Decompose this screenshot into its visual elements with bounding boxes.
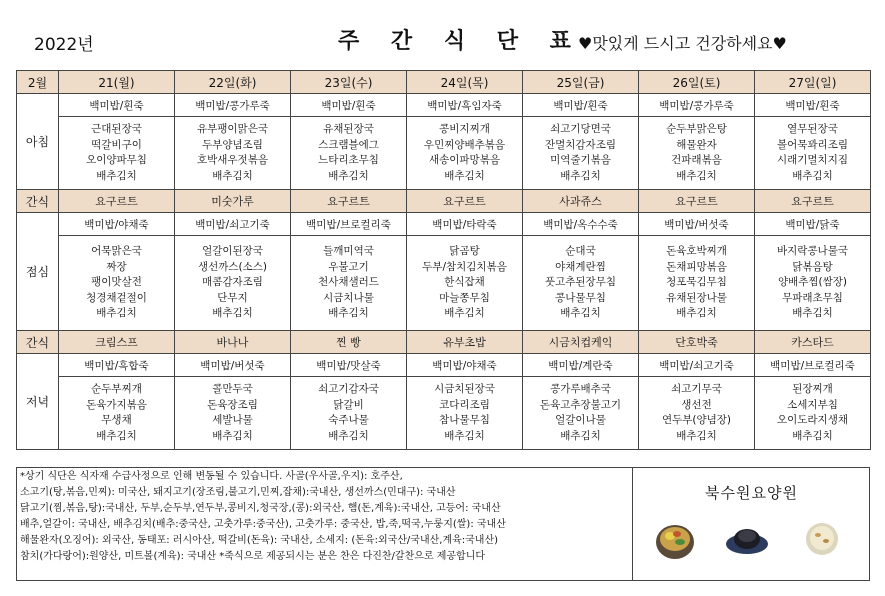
lunch-row [17, 213, 871, 236]
black-rice-dish-icon [726, 529, 768, 554]
bibimbap-bowl-icon [656, 525, 694, 559]
dish-list-cell [755, 236, 871, 331]
dish-item: 무파래초무침 [782, 291, 843, 304]
dish-item: 천사채샐러드 [318, 276, 379, 289]
snack-cell: 크림스프 [59, 331, 175, 354]
dish-item: 볼어묵꽈리조림 [776, 138, 848, 151]
dish-item: 무생채 [101, 414, 132, 426]
origin-note-line: 해물완자(오징어): 외국산, 동태포: 러시아산, 떡갈비(돈육): 국내산, 소세지: (돈육:외국산/국내산,계육:국내산) [20, 535, 499, 546]
dish-item: 얼갈이나물 [555, 414, 606, 426]
dish-item: 배추김치 [212, 429, 253, 442]
dish-list-cell [175, 377, 291, 450]
dish-item: 풋고추된장무침 [544, 276, 616, 289]
dish-item: 돈육고추장불고기 [539, 398, 622, 411]
facility-name: 북수원요양원 [705, 484, 798, 502]
snack_pm-label: 간식 [17, 331, 59, 354]
dish-item: 배추김치 [328, 307, 369, 320]
day-header: 22일(화) [175, 71, 291, 94]
dish-item: 생선까스(소스) [197, 260, 268, 273]
dish-item: 단무지 [217, 291, 248, 304]
dish-item: 배추김치 [792, 307, 833, 320]
snack-cell: 바나나 [175, 331, 291, 354]
snack_am-label: 간식 [17, 190, 59, 213]
dish-list-cell [755, 117, 871, 190]
dish-item: 떡갈비구이 [91, 138, 142, 151]
dish-list-cell [59, 117, 175, 190]
day-header: 26일(토) [639, 71, 755, 94]
dish-item: 콩가루배추국 [550, 383, 611, 395]
dish-item: 시래기멸치지짐 [776, 154, 848, 166]
dish-item: 콜만두국 [212, 383, 253, 395]
day-header: 24일(목) [407, 71, 523, 94]
dish-list-cell [291, 117, 407, 190]
dish-list-cell [523, 236, 639, 331]
rice-porridge-cell: 백미밥/흰죽 [59, 94, 175, 117]
snack-cell: 요구르트 [639, 190, 755, 213]
dish-item: 유채된장국 [323, 123, 374, 135]
dinner-label: 저녁 [17, 354, 59, 450]
dish-item: 새송이파망볶음 [428, 154, 500, 166]
snack-cell: 찐 빵 [291, 331, 407, 354]
dish-item: 해물완자 [676, 138, 717, 151]
dish-item: 어묵맑은국 [91, 245, 142, 258]
rice-porridge-cell: 백미밥/흰죽 [291, 94, 407, 117]
dish-item: 배추김치 [96, 169, 137, 182]
snack-cell: 시금치컵케익 [523, 331, 639, 354]
dish-item: 쇠고기당면국 [550, 123, 611, 135]
dish-item: 청포묵김무침 [666, 276, 727, 289]
dish-item: 코다리조림 [439, 398, 490, 411]
origin-notes [17, 468, 633, 580]
dish-item: 매콤감자조림 [202, 276, 263, 289]
brand-panel [634, 468, 869, 580]
dish-item: 숙주나물 [328, 414, 369, 426]
dish-item: 근대된장국 [91, 123, 142, 135]
dish-item: 소세지부침 [787, 398, 838, 411]
rice-porridge-cell: 백미밥/야채죽 [407, 354, 523, 377]
rice-porridge-bowl-icon [806, 523, 838, 555]
dish-list-cell [175, 117, 291, 190]
menu-title: 주 간 식 단 표 [338, 29, 583, 54]
snack-cell: 사과쥬스 [523, 190, 639, 213]
dish-item: 마늘쫑무침 [439, 291, 490, 304]
snack-cell: 요구르트 [59, 190, 175, 213]
dish-item: 콩비지찌개 [439, 123, 490, 135]
dish-item: 짜장 [106, 260, 127, 273]
dish-item: 배추김치 [444, 169, 485, 182]
dish-item: 두부양념조림 [202, 138, 263, 151]
origin-note-line: 소고기(탕,볶음,민찌): 미국산, 돼지고기(장조림,불고기,민찌,잡채):국내산, 생선까스(민대구): 국내산 [20, 487, 456, 498]
dish-item: 스크램블에그 [318, 138, 379, 151]
rice-porridge-cell: 백미밥/쇠고기죽 [639, 354, 755, 377]
dish-item: 호박새우젓볶음 [196, 154, 268, 166]
dish-item: 배추김치 [560, 307, 601, 320]
dish-item: 우민찌양배추볶음 [423, 138, 506, 151]
dish-list-cell [407, 117, 523, 190]
dish-item: 시금치나물 [323, 291, 374, 304]
day-header: 27일(일) [755, 71, 871, 94]
snack-cell: 미숫가루 [175, 190, 291, 213]
rice-porridge-cell: 백미밥/흰죽 [755, 94, 871, 117]
dish-item: 얼갈이된장국 [202, 245, 263, 258]
dish-item: 순두부찌개 [91, 383, 142, 395]
dish-item: 잔멸치감자조림 [544, 138, 616, 151]
origin-note-line: 닭고기(찜,볶음,탕):국내산, 두부,순두부,연두부,콩비지,청국장,(콩):외국산, 햄(돈,계육):국내산, 고등어: 국내산 [20, 503, 501, 514]
month-cell: 2월 [17, 71, 59, 94]
dish-item: 배추김치 [96, 307, 137, 320]
dish-list-cell [291, 377, 407, 450]
dish-item: 배추김치 [560, 169, 601, 182]
origin-note-line: 배추,얼갈이: 국내산, 배추김치(배추:중국산, 고춧가루:중국산), 고춧가루: 중국산, 밥,죽,떡국,누룽지(쌀): 국내산 [20, 519, 506, 530]
dish-item: 배추김치 [676, 429, 717, 442]
rice-porridge-cell: 백미밥/브로컬리죽 [755, 354, 871, 377]
dish-item: 배추김치 [792, 429, 833, 442]
dinner-row [17, 354, 871, 377]
dish-item: 닭갈비 [333, 398, 364, 411]
snack-cell: 요구르트 [407, 190, 523, 213]
dish-item: 생선전 [681, 398, 712, 411]
day-header-row [17, 71, 871, 94]
dish-item: 건파래볶음 [671, 154, 722, 166]
snack-cell: 요구르트 [755, 190, 871, 213]
dish-list-cell [639, 117, 755, 190]
dish-item: 야채계란찜 [555, 260, 606, 273]
dish-item: 돈육장조림 [207, 398, 258, 411]
rice-porridge-cell: 백미밥/버섯죽 [639, 213, 755, 236]
dish-item: 팽이맛살전 [91, 276, 142, 289]
dish-item: 배추김치 [676, 307, 717, 320]
dish-item: 양배추찜(쌈장) [777, 276, 848, 289]
dish-list-cell [407, 377, 523, 450]
dish-list-cell [755, 377, 871, 450]
rice-porridge-cell: 백미밥/닭죽 [755, 213, 871, 236]
dish-item: 두부/참치김치볶음 [422, 260, 507, 273]
lunch-label: 점심 [17, 213, 59, 331]
dish-list-cell [523, 117, 639, 190]
dish-item: 배추김치 [328, 169, 369, 182]
dish-item: 세발나물 [212, 414, 253, 426]
rice-porridge-cell: 백미밥/맛살죽 [291, 354, 407, 377]
footer-box [16, 467, 870, 581]
rice-porridge-cell: 백미밥/쇠고기죽 [175, 213, 291, 236]
breakfast-dishes-row [17, 117, 871, 190]
snack-cell: 요구르트 [291, 190, 407, 213]
origin-note-line: *상기 식단은 식자재 수급사정으로 인해 변동될 수 있습니다. 사골(우사골,우지): 호주산, [20, 471, 403, 482]
dish-list-cell [407, 236, 523, 331]
dish-item: 돈육가지볶음 [86, 398, 147, 411]
breakfast-label: 아침 [17, 94, 59, 190]
dish-item: 참나물무침 [439, 414, 490, 426]
dish-item: 돈채피망볶음 [666, 260, 727, 273]
dish-item: 한식잡채 [444, 276, 485, 289]
dish-item: 된장찌개 [792, 383, 833, 395]
snack_pm-row [17, 331, 871, 354]
rice-porridge-cell: 백미밥/콩가루죽 [639, 94, 755, 117]
rice-porridge-cell: 백미밥/흑합죽 [59, 354, 175, 377]
menu-header-year: 2022년 [34, 35, 94, 55]
dish-item: 오이도라지생채 [776, 414, 848, 426]
menu-motto: ♥맛있게 드시고 건강하세요♥ [578, 34, 787, 53]
snack-cell: 카스타드 [755, 331, 871, 354]
dish-item: 순대국 [565, 245, 596, 258]
dish-item: 돈육호박찌개 [666, 245, 727, 258]
dish-list-cell [639, 236, 755, 331]
dish-item: 배추김치 [444, 429, 485, 442]
dish-item: 쇠고기감자국 [318, 383, 379, 395]
dish-item: 미역줄기볶음 [550, 154, 611, 166]
dish-item: 쇠고기무국 [671, 383, 722, 395]
rice-porridge-cell: 백미밥/흑임자죽 [407, 94, 523, 117]
origin-note-line: 참치(가다랑어):원양산, 미트볼(계육): 국내산 *죽식으로 제공되시는 분은 찬은 다진찬/갈찬으로 제공합니다 [20, 551, 486, 562]
dish-item: 배추김치 [328, 429, 369, 442]
dish-item: 유부팽이맑은국 [196, 123, 268, 135]
dish-item: 콩나물무침 [555, 291, 606, 304]
breakfast-row [17, 94, 871, 117]
rice-porridge-cell: 백미밥/흰죽 [523, 94, 639, 117]
day-header: 23일(수) [291, 71, 407, 94]
day-header: 25일(금) [523, 71, 639, 94]
dish-item: 시금치된장국 [434, 383, 495, 395]
food-illustrations [634, 468, 869, 580]
rice-porridge-cell: 백미밥/옥수수죽 [523, 213, 639, 236]
rice-porridge-cell: 백미밥/브로컬리죽 [291, 213, 407, 236]
dish-item: 순두부맑은탕 [666, 123, 727, 135]
dish-item: 배추김치 [676, 169, 717, 182]
dish-item: 배추김치 [212, 307, 253, 320]
dish-item: 배추김치 [792, 169, 833, 182]
dish-item: 배추김치 [560, 429, 601, 442]
dish-item: 닭볶음탕 [792, 260, 833, 273]
rice-porridge-cell: 백미밥/버섯죽 [175, 354, 291, 377]
weekly-menu-table [16, 70, 871, 450]
dish-item: 열무된장국 [787, 123, 838, 135]
dish-list-cell [523, 377, 639, 450]
day-header: 21(월) [59, 71, 175, 94]
dish-item: 우불고기 [328, 260, 369, 273]
dish-item: 배추김치 [212, 169, 253, 182]
dish-item: 닭곰탕 [449, 245, 480, 258]
rice-porridge-cell: 백미밥/콩가루죽 [175, 94, 291, 117]
lunch-dishes-row [17, 236, 871, 331]
rice-porridge-cell: 백미밥/야채죽 [59, 213, 175, 236]
dish-item: 연두부(양념장) [661, 414, 732, 426]
dish-item: 유채된장나물 [666, 291, 727, 304]
dish-item: 들깨미역국 [323, 245, 374, 258]
snack_am-row [17, 190, 871, 213]
dish-list-cell [59, 377, 175, 450]
dish-list-cell [59, 236, 175, 331]
snack-cell: 단호박죽 [639, 331, 755, 354]
dish-item: 오이양파무침 [86, 154, 147, 166]
dish-list-cell [291, 236, 407, 331]
dinner-dishes-row [17, 377, 871, 450]
rice-porridge-cell: 백미밥/계란죽 [523, 354, 639, 377]
dish-item: 배추김치 [444, 307, 485, 320]
dish-item: 바지락콩나물국 [776, 245, 848, 258]
dish-item: 느타리초무침 [318, 154, 379, 166]
dish-item: 배추김치 [96, 429, 137, 442]
rice-porridge-cell: 백미밥/타락죽 [407, 213, 523, 236]
dish-item: 청경채겉절이 [86, 291, 147, 304]
snack-cell: 유부초밥 [407, 331, 523, 354]
dish-list-cell [639, 377, 755, 450]
dish-list-cell [175, 236, 291, 331]
